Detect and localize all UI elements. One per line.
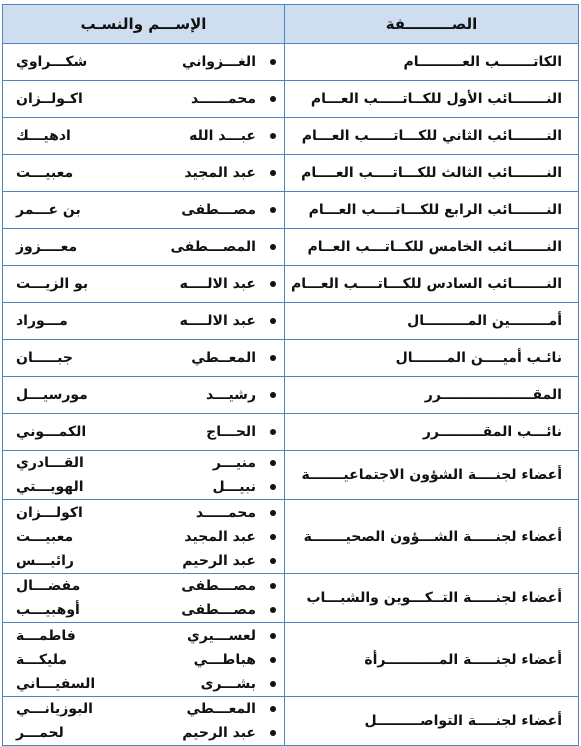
last-name: مليكـــة: [16, 651, 68, 668]
bullet-icon: [270, 460, 276, 466]
names-header: الإســـم والنسـب: [3, 5, 285, 44]
first-name: المعــطي: [191, 350, 256, 366]
first-name: عبد الرحيم: [182, 552, 256, 569]
first-name: عبد الالــــه: [179, 313, 256, 329]
role-cell: النـــــــائب الثالث للكـــاتــــب العــــام: [285, 155, 579, 192]
list-item: [3, 198, 284, 222]
person-name: [16, 128, 256, 144]
roster-body: [3, 44, 579, 746]
list-item: [3, 161, 284, 185]
table-row: [3, 155, 579, 192]
person-name: [16, 602, 256, 618]
first-name: مصـــطفى: [181, 602, 256, 618]
person-name: [16, 455, 256, 471]
bullet-icon: [270, 170, 276, 176]
person-name: [16, 628, 256, 644]
first-name: محمـــــد: [195, 504, 256, 521]
names-list: [3, 87, 284, 111]
last-name: معبيـــت: [16, 165, 74, 181]
names-cell: [3, 229, 285, 266]
person-name: [16, 553, 256, 569]
bullet-icon: [270, 657, 276, 663]
person-name: [16, 54, 256, 70]
last-name: مفضـــال: [16, 578, 81, 594]
first-name: الغـــزواني: [182, 54, 256, 70]
list-item: [3, 525, 284, 549]
person-name: [16, 239, 256, 255]
list-item: [3, 383, 284, 407]
last-name: فاطمـــة: [16, 627, 76, 644]
names-cell: [3, 303, 285, 340]
names-cell: [3, 414, 285, 451]
role-cell: النـــــــائب الأول للكــاتـــــب العـــام: [285, 81, 579, 118]
bullet-icon: [270, 244, 276, 250]
list-item: [3, 451, 284, 475]
person-name: [16, 276, 256, 292]
names-list: [3, 161, 284, 185]
first-name: المصـــطفى: [170, 239, 256, 255]
list-item: [3, 309, 284, 333]
first-name: عبد المجيد: [184, 528, 256, 545]
names-cell: [3, 81, 285, 118]
bullet-icon: [270, 534, 276, 540]
person-name: [16, 701, 256, 717]
role-cell: أعضاء لجنـــــة الشـــؤون الصحيـــــــة: [285, 500, 579, 574]
person-name: [16, 505, 256, 521]
list-item: [3, 124, 284, 148]
person-name: [16, 529, 256, 545]
roster-table: [2, 4, 579, 746]
list-item: [3, 420, 284, 444]
names-list: [3, 574, 284, 622]
list-item: [3, 235, 284, 259]
bullet-icon: [270, 706, 276, 712]
first-name: عبد الالــــه: [179, 276, 256, 292]
table-row: [3, 377, 579, 414]
names-list: [3, 420, 284, 444]
role-cell: الكاتـــــــب العـــــــــام: [285, 44, 579, 81]
names-list: [3, 697, 284, 745]
first-name: رشيـــد: [206, 387, 256, 403]
table-row: [3, 340, 579, 377]
names-cell: [3, 623, 285, 697]
table-row: [3, 229, 579, 266]
last-name: البوزيانـــي: [16, 701, 93, 717]
person-name: [16, 165, 256, 181]
bullet-icon: [270, 607, 276, 613]
person-name: [16, 578, 256, 594]
role-cell: أعضاء لجنـــــة المـــــــــــرأة: [285, 623, 579, 697]
first-name: المعـــطي: [186, 701, 256, 717]
first-name: لعســـيري: [186, 627, 256, 644]
bullet-icon: [270, 133, 276, 139]
last-name: أوهبيـــب: [16, 602, 80, 618]
role-cell: نائـب أميــــن المـــــــال: [285, 340, 579, 377]
first-name: الحـــاج: [206, 424, 256, 440]
names-list: [3, 198, 284, 222]
first-name: نبيـــل: [212, 479, 256, 495]
table-row: [3, 44, 579, 81]
table-row: [3, 623, 579, 697]
first-name: مصـــطفى: [181, 578, 256, 594]
names-list: [3, 272, 284, 296]
person-name: [16, 652, 256, 668]
names-cell: [3, 451, 285, 500]
first-name: عبـــد الله: [189, 128, 256, 144]
names-cell: [3, 192, 285, 229]
last-name: الهويـــتي: [16, 479, 84, 495]
last-name: السفيـــاني: [16, 675, 96, 692]
bullet-icon: [270, 681, 276, 687]
role-cell: نائـــب المقـــــــــرر: [285, 414, 579, 451]
last-name: مـــوراد: [16, 313, 68, 329]
last-name: ادهيـــك: [16, 128, 71, 144]
person-name: [16, 91, 256, 107]
list-item: [3, 549, 284, 573]
list-item: [3, 721, 284, 745]
bullet-icon: [270, 318, 276, 324]
person-name: [16, 387, 256, 403]
bullet-icon: [270, 59, 276, 65]
role-header: الصـــــــــفة: [285, 5, 579, 44]
names-cell: [3, 155, 285, 192]
first-name: عبد الرحيم: [182, 725, 256, 741]
first-name: عبد المجيد: [184, 165, 256, 181]
role-cell: أمــــــــين المـــــــــال: [285, 303, 579, 340]
names-list: [3, 451, 284, 499]
names-list: [3, 50, 284, 74]
role-cell: النـــــــائب الثاني للكـــاتـــــب العـــام: [285, 118, 579, 155]
names-list: [3, 624, 284, 696]
bullet-icon: [270, 558, 276, 564]
list-item: [3, 272, 284, 296]
names-list: [3, 346, 284, 370]
person-name: [16, 424, 256, 440]
role-cell: النـــــــائب السادس للكـــاتــــب العـــام: [285, 266, 579, 303]
last-name: الكمـــوني: [16, 424, 87, 440]
first-name: منيـــر: [212, 455, 256, 471]
first-name: مصـــطفى: [181, 202, 256, 218]
names-list: [3, 501, 284, 573]
bullet-icon: [270, 730, 276, 736]
first-name: محمــــــد: [191, 91, 256, 107]
table-row: [3, 697, 579, 746]
names-cell: [3, 697, 285, 746]
list-item: [3, 574, 284, 598]
bullet-icon: [270, 429, 276, 435]
bullet-icon: [270, 484, 276, 490]
bullet-icon: [270, 96, 276, 102]
last-name: معبيـــت: [16, 528, 74, 545]
list-item: [3, 475, 284, 499]
role-cell: أعضاء لجنـــــة التــكـــوين والشبـــاب: [285, 574, 579, 623]
names-cell: [3, 44, 285, 81]
bullet-icon: [270, 207, 276, 213]
bullet-icon: [270, 281, 276, 287]
last-name: معــــزوز: [16, 239, 78, 255]
last-name: شكـــراوي: [16, 54, 88, 70]
table-row: [3, 266, 579, 303]
names-list: [3, 124, 284, 148]
names-list: [3, 383, 284, 407]
role-cell: النـــــــائب الرابع للكـــاتــــب العـــام: [285, 192, 579, 229]
table-row: [3, 118, 579, 155]
bullet-icon: [270, 355, 276, 361]
list-item: [3, 50, 284, 74]
list-item: [3, 501, 284, 525]
names-cell: [3, 500, 285, 574]
list-item: [3, 598, 284, 622]
role-cell: المقـــــــــــــــــــرر: [285, 377, 579, 414]
list-item: [3, 672, 284, 696]
table-row: [3, 303, 579, 340]
role-cell: أعضاء لجنــــة الشؤون الاجتماعيـــــــة: [285, 451, 579, 500]
list-item: [3, 87, 284, 111]
last-name: مورسيـــل: [16, 387, 88, 403]
person-name: [16, 350, 256, 366]
list-item: [3, 697, 284, 721]
bullet-icon: [270, 510, 276, 516]
names-cell: [3, 266, 285, 303]
table-row: [3, 500, 579, 574]
names-cell: [3, 340, 285, 377]
last-name: بو الزيـــت: [16, 276, 89, 292]
bullet-icon: [270, 583, 276, 589]
role-cell: أعضاء لجنــــة التواصـــــــــل: [285, 697, 579, 746]
names-cell: [3, 574, 285, 623]
last-name: اكولـــزان: [16, 504, 83, 521]
table-row: [3, 451, 579, 500]
table-row: [3, 414, 579, 451]
header-row: [3, 5, 579, 44]
last-name: جبـــــان: [16, 350, 73, 366]
person-name: [16, 313, 256, 329]
last-name: اكـولــزان: [16, 91, 83, 107]
table-row: [3, 192, 579, 229]
last-name: رائيـــس: [16, 552, 74, 569]
list-item: [3, 346, 284, 370]
table-row: [3, 81, 579, 118]
person-name: [16, 202, 256, 218]
table-row: [3, 574, 579, 623]
names-list: [3, 235, 284, 259]
first-name: بشـــرى: [200, 675, 256, 692]
role-cell: النـــــــائب الخامس للكــاتـــب العــام: [285, 229, 579, 266]
person-name: [16, 676, 256, 692]
last-name: القـــادري: [16, 455, 84, 471]
bullet-icon: [270, 392, 276, 398]
list-item: [3, 624, 284, 648]
names-cell: [3, 377, 285, 414]
last-name: بن عـــمر: [16, 202, 81, 218]
names-cell: [3, 118, 285, 155]
person-name: [16, 725, 256, 741]
last-name: لحمـــر: [16, 725, 64, 741]
names-list: [3, 309, 284, 333]
first-name: هباطـــي: [193, 651, 256, 668]
list-item: [3, 648, 284, 672]
bullet-icon: [270, 633, 276, 639]
person-name: [16, 479, 256, 495]
